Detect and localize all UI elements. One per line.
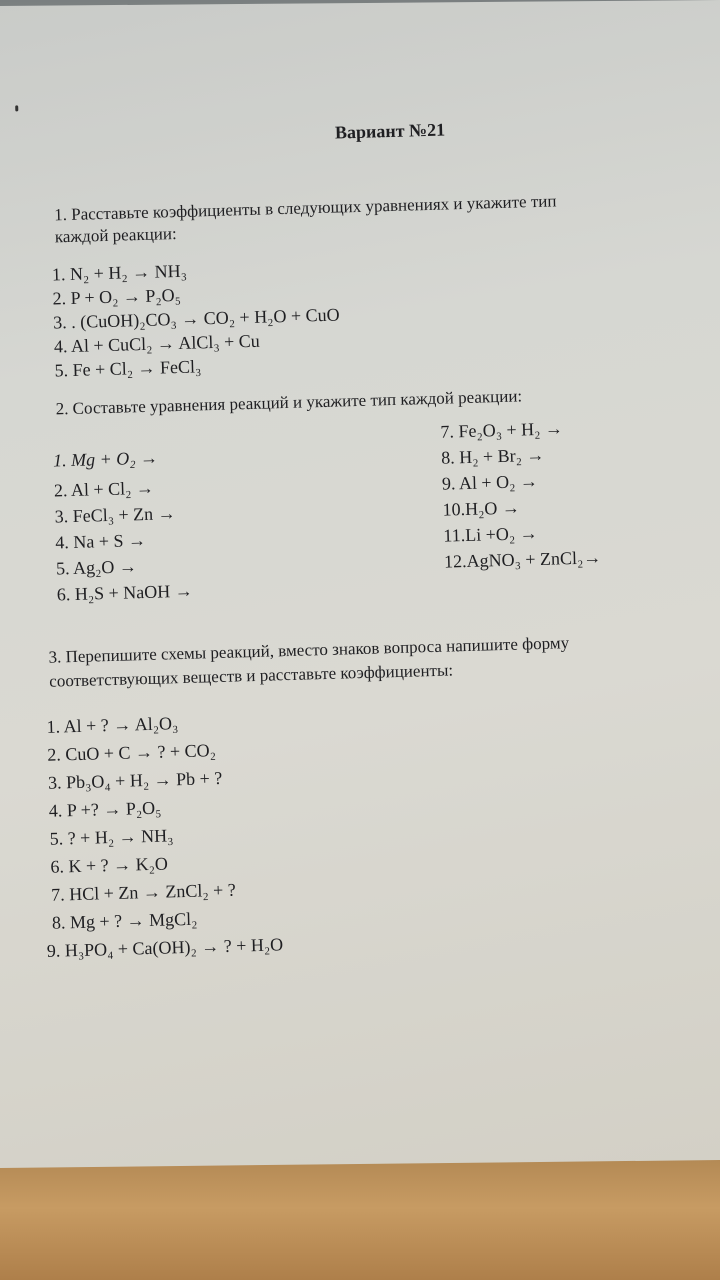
task3-heading-line1: 3. Перепишите схемы реакций, вместо знаков вопроса напишите форму xyxy=(48,633,570,667)
task1-item: 5. Fe + Cl₂ → FeCl₃ xyxy=(54,356,202,381)
task2-right-item: 12.AgNO₃ + ZnCl₂→ xyxy=(443,547,602,572)
task2-right-item: 7. Fe₂O₃ + H₂ → xyxy=(440,418,564,442)
task2-left-item: 6. H₂S + NaOH → xyxy=(56,580,194,605)
task1-item: 1. N₂ + H₂ → NH₃ xyxy=(51,260,188,285)
wooden-table xyxy=(0,1160,720,1280)
task2-right-item: 11.Li +O₂ → xyxy=(443,523,538,546)
task2-right-item: 10.H₂O → xyxy=(442,497,521,520)
task2-left-item: 5. Ag₂O → xyxy=(55,556,138,579)
task3-item: 4. P +? → P₂O₅ xyxy=(48,797,162,821)
ink-mark xyxy=(15,105,18,111)
page-title: Вариант №21 xyxy=(334,119,446,143)
task3-item: 3. Pb₃O₄ + H₂ → Pb + ? xyxy=(47,767,223,793)
task1-item: 3. . (CuOH)₂CO₃ → CO₂ + H₂O + CuO xyxy=(52,304,340,333)
task3-item: 7. HCl + Zn → ZnCl₂ + ? xyxy=(50,879,237,905)
task3-item: 8. Mg + ? → MgCl₂ xyxy=(51,908,198,933)
task2-left-item: 2. Al + Cl₂ → xyxy=(53,477,155,501)
task3-item: 5. ? + H₂ → NH₃ xyxy=(49,825,174,849)
task2-left-item: 3. FeCl₃ + Zn → xyxy=(54,503,176,527)
task2-right-item: 8. H₂ + Br₂ → xyxy=(440,444,545,468)
task2-left-item: 4. Na + S → xyxy=(55,529,147,553)
task1-heading-line1: 1. Расставьте коэффициенты в следующих уравнениях и укажите тип xyxy=(53,191,557,225)
task2-left-item: 1. Mg + O₂ → xyxy=(52,447,159,471)
task1-heading-line2: каждой реакции: xyxy=(54,223,177,247)
task1-item: 4. Al + CuCl₂ → AlCl₃ + Cu xyxy=(53,330,261,357)
task3-item: 6. K + ? → K₂O xyxy=(50,853,169,877)
task3-item: 1. Al + ? → Al₂O₃ xyxy=(46,713,179,737)
task2-heading: 2. Составьте уравнения реакций и укажите тип каждой реакции: xyxy=(55,386,523,419)
task2-right-item: 9. Al + O₂ → xyxy=(441,471,539,494)
task1-item: 2. P + O₂ → P₂O₅ xyxy=(52,284,182,309)
task3-item: 9. H₃PO₄ + Ca(OH)₂ → ? + H₂O xyxy=(46,934,284,961)
task3-heading-line2: соответствующих веществ и расставьте коэффициенты: xyxy=(48,660,454,691)
task3-item: 2. CuO + C → ? + CO₂ xyxy=(47,740,217,765)
